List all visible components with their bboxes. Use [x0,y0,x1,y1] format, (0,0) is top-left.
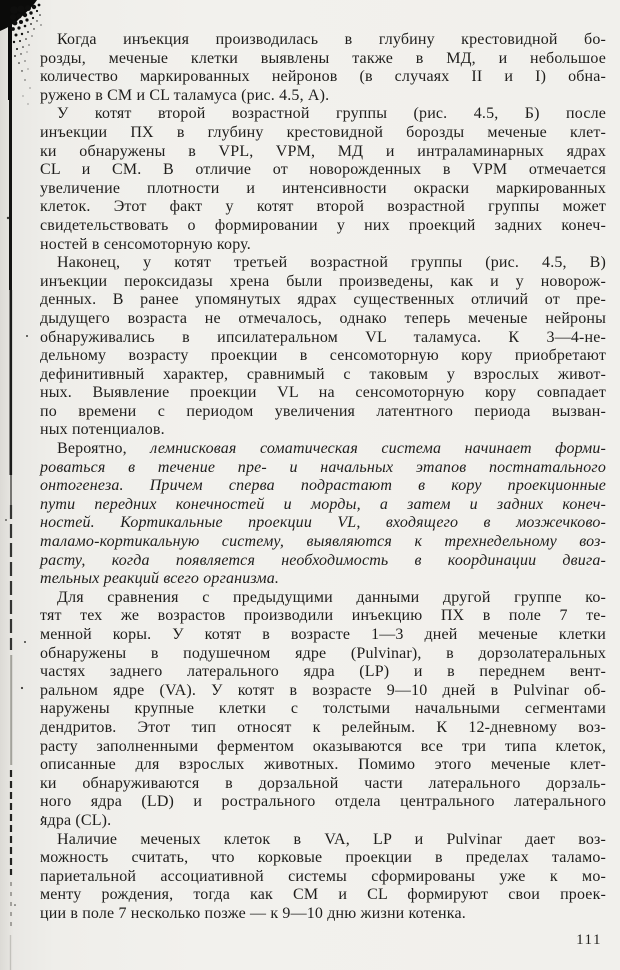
text-line: частях заднего латерального ядра (LP) и в переднем вент- [40,663,606,681]
text-line: ностей в сенсомоторную кору. [40,235,251,253]
text-line: инъекции пероксидазы хрена были произведены, как и у новорож- [40,272,606,290]
text-line: Наличие меченых клеток в VA, LP и Pulvinar дает воз- [57,830,606,848]
lead-word: Вероятно, [57,440,151,458]
text-line: онтогенеза. Причем сперва подрастают в кору проекционные [40,477,606,495]
text-line: CL и СМ. В отличие от новорожденных в VPM отмечается [40,161,606,179]
text-line: розды, меченые клетки выявлены также в МД, и небольшое [40,49,606,67]
text-line: париетальной ассоциативной системы сформированы уже к мо- [40,867,606,885]
text-line: Когда инъекция производилась в глубину крестовидной бо- [57,31,606,48]
text-line: пути передних конечностей и морды, а затем и задних конеч- [40,495,606,513]
text-line: таламо-кортикальную систему, выявляются к трехнедельному воз- [40,533,606,551]
text-line: ружено в СМ и CL таламуса (рис. 4.5, А). [40,86,330,104]
text-line: роваться в течение пре- и начальных этапов постнатального [40,458,606,476]
text-line: ядра (CL). [40,811,112,829]
text-line: свидетельствовать о формировании у них проекций задних конеч- [40,216,606,234]
text-line: тят тех же возрастов производили инъекцию ПХ в поле 7 те- [40,607,606,625]
paragraph [40,831,606,924]
text-line: Вероятно, лемнисковая соматическая система начинает форми- [57,440,607,458]
text-line: ки обнаруживаются в дорзальной части латерального дорзаль- [40,774,606,792]
text-line: дельному возрасту проекции в сенсомоторную кору приобретают [40,347,606,365]
text-line: ки обнаружены в VPL, VPM, МД и интраламинарных ядрах [40,142,606,160]
text-line: обнаруживались в ипсилатеральном VL таламуса. К 3—4-не- [40,328,606,346]
paragraph [40,589,606,831]
text-line: ции в поле 7 несколько позже — к 9—10 дню жизни котенка. [40,904,466,922]
text-line: ных потенциалов. [40,421,165,439]
text-line: клеток. Этот факт у котят второй возрастной группы может [40,198,606,216]
paragraph [40,440,606,589]
text-line: дефинитивный характер, сравнимый с таковым у взрослых живот- [40,365,606,383]
page-number: 111 [576,932,602,948]
text-line: увеличение плотности и интенсивности окраски маркированных [40,179,606,197]
text-line: денных. В ранее упомянутых ядрах существенных отличий от пре- [40,291,606,309]
text-line: ных. Выявление проекции VL на сенсомоторную кору совпадает [40,384,606,402]
text-line: количество маркированных нейронов (в случаях II и I) обна- [40,68,606,86]
text-line: Наконец, у котят третьей возрастной группы (рис. 4.5, В) [57,254,606,272]
text-line: наружены крупные клетки с толстыми начальными сегментами [40,700,606,718]
paragraph [40,31,606,105]
text-line: по времени с периодом увеличения латентного периода вызван- [40,402,606,420]
text-line: ного ядра (LD) и рострального отдела центрального латерального [40,793,606,811]
text-line: обнаружены в подушечном ядре (Pulvinar), в дорзолатеральных [40,644,606,662]
text-line: расту заполненными ферментом оказываются все три типа клеток, [40,737,606,755]
text-line: У котят второй возрастной группы (рис. 4.5, Б) после [57,105,606,123]
paragraph [40,254,606,440]
text-line: описанные для взрослых животных. Помимо этого меченые клет- [40,756,606,774]
text-line: дендритов. Этот тип относят к релейным. К 12-дневному воз- [40,718,606,736]
text-line: тельных реакций всего организма. [40,570,280,588]
paragraph [40,105,606,254]
text-line: можность считать, что корковые проекции в пределах таламо- [40,849,606,867]
text-line: ральном ядре (VA). У котят в возрасте 9—10 дней в Pulvinar об- [40,681,606,699]
text-line: менной коры. У котят в возрасте 1—3 дней меченые клетки [40,626,606,643]
text-line: Для сравнения с предыдущими данными другой группе ко- [57,588,606,606]
text-line: дыдущего возраста не отмечалось, однако теперь меченые нейроны [40,309,606,327]
text-line: инъекции ПХ в глубину крестовидной борозды меченые клет- [40,123,606,141]
text-line: ностей. Кортикальные проекции VL, входящего в мозжечково- [40,514,606,532]
text-line: менту рождения, тогда как СМ и CL формируют свои проек- [40,886,606,904]
text-block [40,31,606,924]
text-line: расту, когда появляется необходимость в координации двига- [40,551,606,569]
